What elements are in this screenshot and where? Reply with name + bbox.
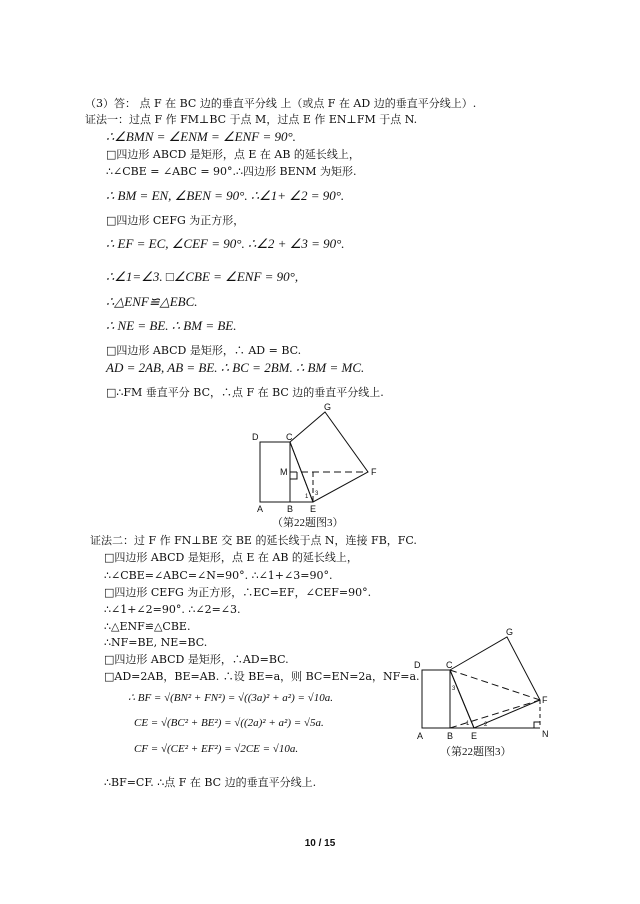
m1-line-1: ∴∠BMN = ∠ENM = ∠ENF = 90°. — [106, 129, 296, 144]
right-angle-mark — [290, 472, 297, 479]
square-cefg — [290, 412, 368, 502]
figure-1-caption: （第22题图3） — [272, 517, 344, 529]
label-f: F — [542, 695, 548, 705]
label-n: N — [542, 729, 549, 739]
m1-line-11: AD = 2AB, AB = BE. ∴ BC = 2BM. ∴ BM = MC. — [106, 360, 365, 375]
label-m: M — [280, 467, 288, 477]
angle-2: 2 — [484, 722, 488, 728]
right-angle-mark — [534, 722, 540, 728]
method1-intro: 证法一：过点 F 作 FM⊥BC 于点 M，过点 E 作 EN⊥FM 于点 N. — [85, 113, 418, 126]
label-f: F — [371, 467, 377, 477]
figure-2-caption: （第22题图3） — [440, 746, 512, 758]
label-e: E — [310, 504, 317, 514]
method2-intro: 证法二：过 F 作 FN⊥BE 交 BE 的延长线于点 N，连接 FB，FC. — [90, 534, 417, 547]
m1-line-2: □四边形 ABCD 是矩形，点 E 在 AB 的延长线上， — [106, 148, 360, 161]
m2-line-3: □四边形 CEFG 为正方形，∴EC=EF，∠CEF=90°. — [104, 586, 372, 599]
m2-formula-ce: CE = √(BC² + BE²) = √((2a)² + a²) = √5a. — [134, 717, 324, 729]
m2-line-1: □四边形 ABCD 是矩形，点 E 在 AB 的延长线上， — [104, 551, 358, 564]
figure-1 — [250, 400, 390, 515]
label-e: E — [471, 731, 478, 741]
label-b: B — [447, 731, 454, 741]
rect-abcd — [422, 670, 450, 728]
m2-line-7: □四边形 ABCD 是矩形，∴AD=BC. — [104, 653, 289, 666]
segment-ce — [450, 670, 474, 728]
m2-line-4: ∴∠1+∠2=90°. ∴∠2=∠3. — [104, 603, 241, 616]
label-d: D — [414, 660, 421, 670]
m1-line-9: ∴ NE = BE. ∴ BM = BE. — [106, 318, 237, 333]
label-d: D — [252, 432, 259, 442]
label-a: A — [257, 504, 264, 514]
m1-line-8: ∴△ENF≌△EBC. — [106, 294, 198, 309]
angle-1: 1 — [466, 721, 470, 727]
segment-bf-dashed — [450, 700, 540, 728]
m2-formula-bf: ∴ BF = √(BN² + FN²) = √((3a)² + a²) = √10a. — [128, 692, 333, 704]
m2-line-2: ∴∠CBE=∠ABC=∠N=90°. ∴∠1+∠3=90°. — [104, 569, 333, 582]
m1-line-4: ∴ BM = EN, ∠BEN = 90°. ∴∠1+ ∠2 = 90°. — [106, 188, 345, 203]
m1-line-10: □四边形 ABCD 是矩形，∴ AD = BC. — [106, 344, 302, 357]
page-number: 10 / 15 — [304, 838, 336, 849]
label-g: G — [506, 627, 514, 637]
m1-line-12: □∴FM 垂直平分 BC，∴点 F 在 BC 边的垂直平分线上. — [106, 386, 384, 399]
m1-line-3: ∴∠CBE = ∠ABC = 90°.∴四边形 BENM 为矩形. — [106, 165, 357, 178]
label-c: C — [446, 660, 453, 670]
m1-line-5: □四边形 CEFG 为正方形， — [106, 214, 245, 227]
label-c: C — [286, 432, 293, 442]
m1-line-6: ∴ EF = EC, ∠CEF = 90°. ∴∠2 + ∠3 = 90°. — [106, 236, 345, 251]
angle-1: 1 — [305, 494, 309, 500]
answer-line: （3）答： 点 F 在 BC 边的垂直平分线 上（或点 F 在 AD 边的垂直平分线上）. — [85, 97, 477, 110]
label-g: G — [324, 402, 332, 412]
figure-2 — [412, 625, 562, 745]
angle-3: 3 — [452, 686, 456, 692]
m2-formula-cf: CF = √(CE² + EF²) = √2CE = √10a. — [134, 743, 299, 755]
m1-line-7: ∴∠1=∠3. □∠CBE = ∠ENF = 90°, — [106, 269, 299, 284]
label-a: A — [417, 731, 424, 741]
angle-3: 3 — [315, 491, 319, 497]
label-b: B — [287, 504, 294, 514]
m2-line-5: ∴△ENF≌△CBE. — [104, 620, 191, 633]
m2-conclusion: ∴BF=CF. ∴点 F 在 BC 边的垂直平分线上. — [104, 776, 317, 789]
m2-line-8: □AD=2AB，BE=AB. ∴设 BE=a，则 BC=EN=2a，NF=a. — [104, 670, 420, 683]
m2-line-6: ∴NF=BE, NE=BC. — [104, 636, 208, 649]
